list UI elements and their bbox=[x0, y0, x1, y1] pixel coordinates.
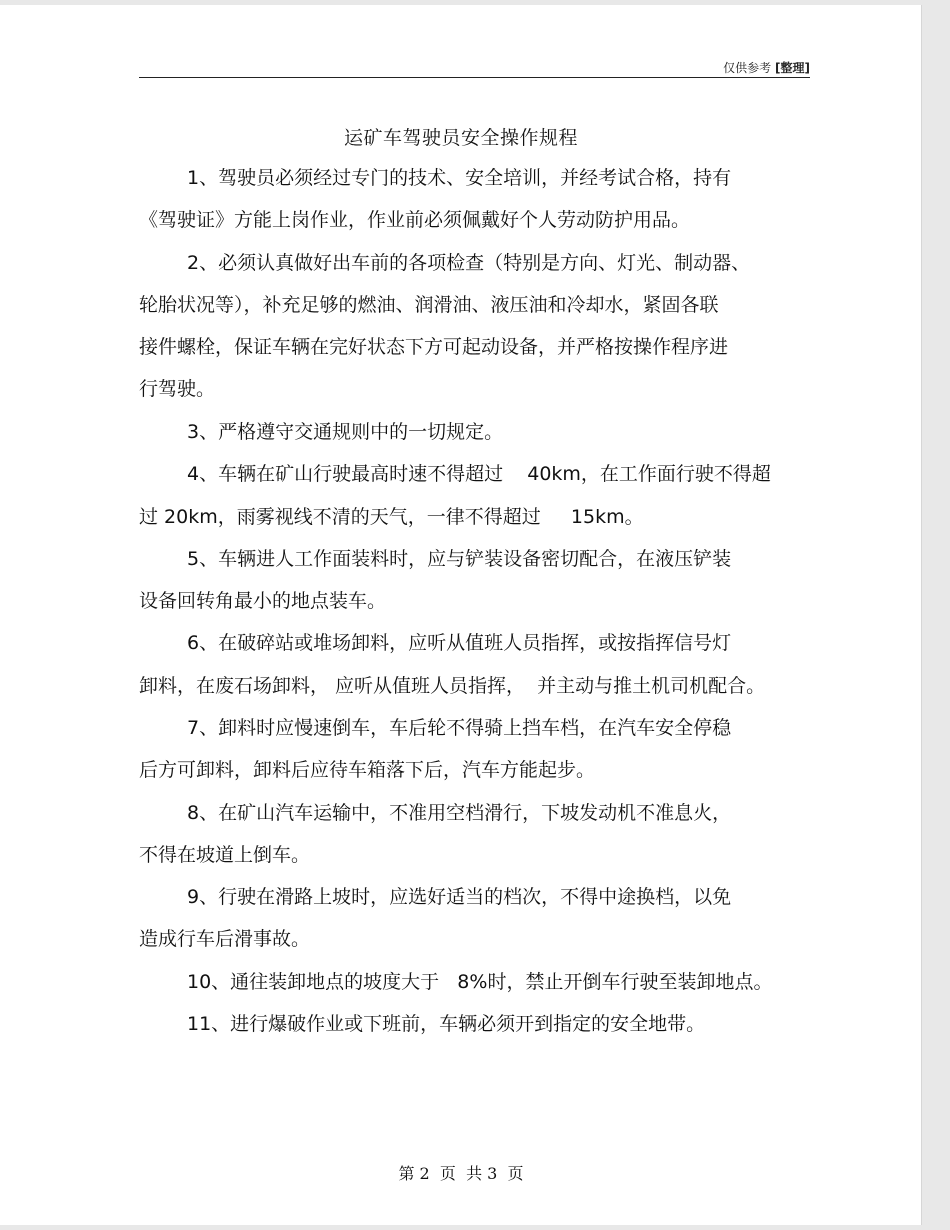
paragraph-line: 设备回转角最小的地点装车。 bbox=[139, 590, 387, 612]
paragraph-line: 2、必须认真做好出车前的各项检查（特别是方向、灯光、制动器、 bbox=[187, 252, 751, 274]
header-note bbox=[723, 59, 810, 76]
paragraph-line: 《驾驶证》方能上岗作业，作业前必须佩戴好个人劳动防护用品。 bbox=[139, 209, 691, 231]
paragraph-line: 10、通往装卸地点的坡度大于 8%时，禁止开倒车行驶至装卸地点。 bbox=[187, 971, 773, 993]
page-header bbox=[139, 59, 810, 78]
paragraph-line: 卸料，在废石场卸料， 应听从值班人员指挥， 并主动与推土机司机配合。 bbox=[139, 675, 766, 697]
paragraph-line: 接件螺栓，保证车辆在完好状态下方可起动设备，并严格按操作程序进 bbox=[139, 336, 729, 358]
paragraph-line: 11、进行爆破作业或下班前，车辆必须开到指定的安全地带。 bbox=[187, 1013, 706, 1035]
paragraph-line: 过 20km，雨雾视线不清的天气，一律不得超过 15km。 bbox=[139, 506, 644, 528]
paragraph-line: 后方可卸料，卸料后应待车箱落下后，汽车方能起步。 bbox=[139, 759, 596, 781]
paragraph-line: 行驾驶。 bbox=[139, 378, 216, 400]
paragraph-line: 8、在矿山汽车运输中，不准用空档滑行，下坡发动机不准息火， bbox=[187, 802, 732, 824]
document-title: 运矿车驾驶员安全操作规程 bbox=[343, 127, 578, 149]
header-bracket-text: [整理] bbox=[775, 61, 810, 75]
paragraph-line: 9、行驶在滑路上坡时，应选好适当的档次，不得中途换档，以免 bbox=[187, 886, 732, 908]
document-page bbox=[0, 5, 922, 1225]
paragraph-line: 4、车辆在矿山行驶最高时速不得超过 40km，在工作面行驶不得超 bbox=[187, 463, 771, 485]
page-number-footer: 第 2 页 共 3 页 bbox=[398, 1164, 524, 1183]
header-reference-text: 仅供参考 bbox=[723, 61, 772, 75]
paragraph-line: 3、严格遵守交通规则中的一切规定。 bbox=[187, 421, 504, 443]
paragraph-line: 轮胎状况等），补充足够的燃油、润滑油、液压油和冷却水，紧固各联 bbox=[139, 294, 719, 316]
paragraph-line: 7、卸料时应慢速倒车，车后轮不得骑上挡车档，在汽车安全停稳 bbox=[187, 717, 732, 739]
paragraph-line: 不得在坡道上倒车。 bbox=[139, 844, 311, 866]
paragraph-line: 6、在破碎站或堆场卸料，应听从值班人员指挥，或按指挥信号灯 bbox=[187, 632, 732, 654]
paragraph-line: 1、驾驶员必须经过专门的技术、安全培训，并经考试合格，持有 bbox=[187, 167, 732, 189]
paragraph-line: 5、车辆进人工作面装料时，应与铲装设备密切配合，在液压铲装 bbox=[187, 548, 732, 570]
paragraph-line: 造成行车后滑事故。 bbox=[139, 928, 311, 950]
